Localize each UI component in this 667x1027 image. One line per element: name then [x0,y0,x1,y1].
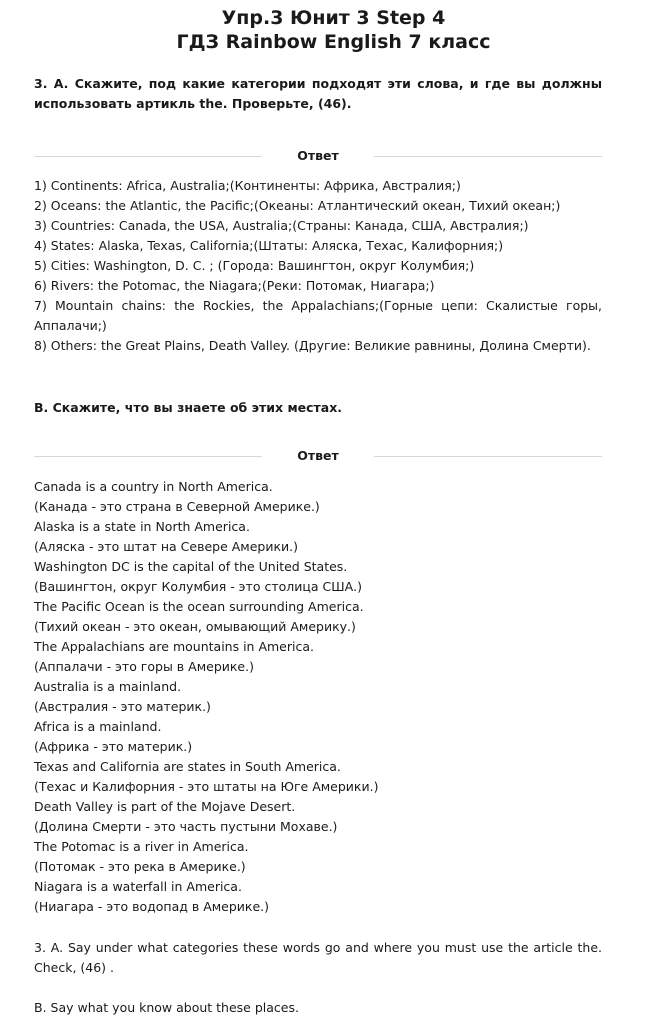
answer-item: 6) Rivers: the Potomac, the Niagara;(Реки: Потомак, Ниагара;) [34,278,435,293]
answer-line: (Тихий океан - это океан, омывающий Америку.) [34,619,356,634]
answer-line: (Вашингтон, округ Колумбия - это столица США.) [34,579,362,594]
answer-line: (Техас и Калифорния - это штаты на Юге Америки.) [34,779,379,794]
answer-label: Ответ [297,148,339,163]
answer-line: (Аппалачи - это горы в Америке.) [34,659,254,674]
english-task-b: B. Say what you know about these places. [34,1000,299,1015]
answer-line: (Ниагара - это водопад в Америке.) [34,899,270,914]
task-b-instruction: B. Скажите, что вы знаете об этих местах. [34,400,343,415]
english-task-a: 3. A. Say under what categories these words go and where you must use the article the. Check, (46) . [34,940,602,975]
answer-list-a [34,176,602,356]
answer-list-b [34,477,602,917]
answer-line: (Долина Смерти - это часть пустыни Мохаве.) [34,819,338,834]
answer-divider-1 [34,146,602,166]
answer-divider-2 [34,446,602,466]
answer-line: (Австралия - это материк.) [34,699,211,714]
answer-item: 8) Others: the Great Plains, Death Valley. (Другие: Великие равнины, Долина Смерти). [34,338,591,353]
answer-item: 2) Oceans: the Atlantic, the Pacific;(Океаны: Атлантический океан, Тихий океан;) [34,198,561,213]
answer-label: Ответ [297,448,339,463]
answer-line: Australia is a mainland. [34,679,182,694]
page-title-line-1: Упр.3 Юнит 3 Step 4 [221,7,446,29]
answer-line: Washington DC is the capital of the United States. [34,559,348,574]
answer-line: Niagara is a waterfall in America. [34,879,242,894]
answer-item: 3) Countries: Canada, the USA, Australia;(Страны: Канада, США, Австралия;) [34,218,529,233]
answer-line: (Канада - это страна в Северной Америке.) [34,499,320,514]
answer-line: Canada is a country in North America. [34,479,273,494]
answer-line: Africa is a mainland. [34,719,162,734]
answer-line: Alaska is a state in North America. [34,519,250,534]
divider-line-right [374,156,602,157]
answer-item: 4) States: Alaska, Texas, California;(Штаты: Аляска, Техас, Калифорния;) [34,238,504,253]
answer-line: The Potomac is a river in America. [34,839,249,854]
answer-line: Texas and California are states in South America. [34,759,341,774]
page-title-line-2: ГДЗ Rainbow English 7 класс [176,31,491,53]
answer-item: 5) Cities: Washington, D. C. ; (Города: Вашингтон, округ Колумбия;) [34,258,475,273]
answer-line: Death Valley is part of the Mojave Desert. [34,799,296,814]
answer-line: (Аляска - это штат на Севере Америки.) [34,539,299,554]
answer-line: (Потомак - это река в Америке.) [34,859,246,874]
task-a-instruction: 3. A. Скажите, под какие категории подходят эти слова, и где вы должны использовать артикль the. Проверьте, (46). [34,76,602,111]
answer-line: (Африка - это материк.) [34,739,193,754]
answer-line: The Pacific Ocean is the ocean surrounding America. [34,599,364,614]
answer-item: 1) Continents: Africa, Australia;(Континенты: Африка, Австралия;) [34,178,461,193]
answer-item: 7) Mountain chains: the Rockies, the Appalachians;(Горные цепи: Скалистые горы, Аппалачи;) [34,298,602,333]
divider-line-right [374,456,602,457]
answer-line: The Appalachians are mountains in America. [34,639,314,654]
